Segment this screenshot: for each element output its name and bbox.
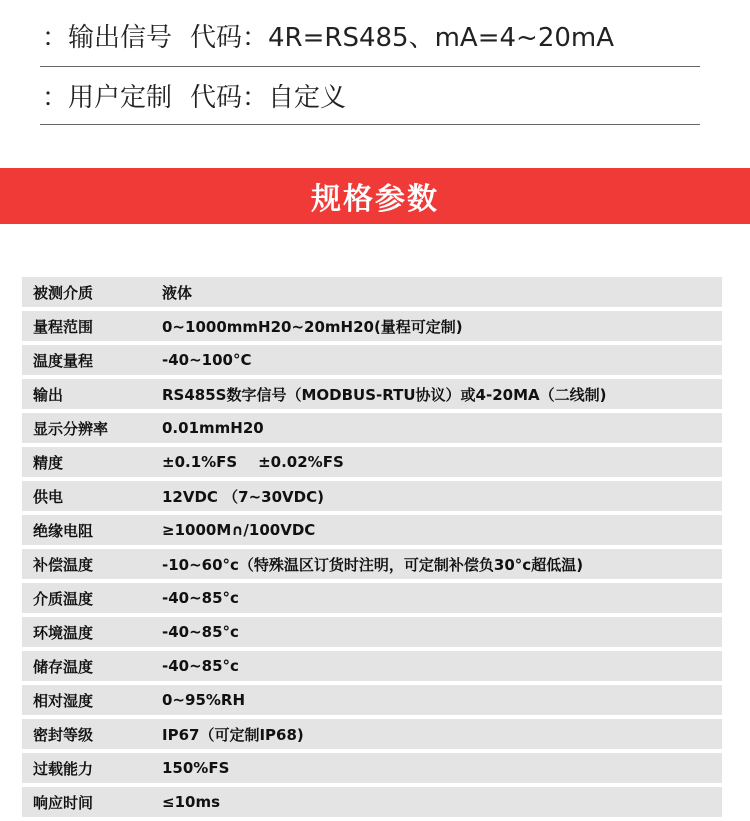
spec-value: -40~100°C xyxy=(162,351,252,369)
spec-key: 量程范围 xyxy=(33,317,94,336)
spec-value: ±0.1%FS ±0.02%FS xyxy=(162,453,344,471)
spec-row xyxy=(22,515,722,545)
spec-row xyxy=(22,753,722,783)
spec-row xyxy=(22,719,722,749)
spec-banner xyxy=(0,168,750,224)
code-line-value: 代码：自定义 xyxy=(190,82,347,113)
spec-row xyxy=(22,277,722,307)
spec-row xyxy=(22,345,722,375)
spec-value: 0~1000mmH20~20mH20(量程可定制) xyxy=(162,317,463,336)
spec-row xyxy=(22,787,722,817)
spec-value: 液体 xyxy=(162,283,193,302)
spec-table xyxy=(22,277,722,821)
spec-banner-title: 规格参数 xyxy=(311,182,439,217)
spec-key: 密封等级 xyxy=(33,725,94,744)
spec-row xyxy=(22,617,722,647)
spec-value: 0~95%RH xyxy=(162,691,246,709)
spec-row xyxy=(22,379,722,409)
spec-key: 过载能力 xyxy=(33,759,94,778)
spec-value: -40~85°c xyxy=(162,623,239,641)
spec-value: -10~60°c（特殊温区订货时注明，可定制补偿负30°c超低温) xyxy=(162,555,584,574)
code-line-label: ：输出信号 xyxy=(42,22,173,53)
spec-key: 显示分辨率 xyxy=(33,419,109,438)
spec-row xyxy=(22,651,722,681)
code-line-label: ：用户定制 xyxy=(42,82,173,113)
spec-row xyxy=(22,685,722,715)
spec-row xyxy=(22,447,722,477)
spec-key: 介质温度 xyxy=(33,589,94,608)
spec-value: 150%FS xyxy=(162,759,230,777)
spec-value: ≥1000M∩/100VDC xyxy=(162,521,316,539)
code-line-value: 代码：4R=RS485、mA=4~20mA xyxy=(190,22,615,53)
spec-key: 补偿温度 xyxy=(33,555,94,574)
spec-value: -40~85°c xyxy=(162,589,239,607)
spec-row xyxy=(22,413,722,443)
spec-value: -40~85°c xyxy=(162,657,239,675)
spec-value: IP67（可定制IP68) xyxy=(162,725,304,744)
custom-code-line xyxy=(40,66,700,125)
spec-key: 绝缘电阻 xyxy=(33,521,94,540)
spec-value: 12VDC （7~30VDC) xyxy=(162,487,324,506)
spec-value: ≤10ms xyxy=(162,793,221,811)
spec-row xyxy=(22,481,722,511)
spec-value: RS485S数字信号（MODBUS-RTU协议）或4-20MA（二线制) xyxy=(162,385,607,404)
spec-row xyxy=(22,549,722,579)
spec-value: 0.01mmH20 xyxy=(162,419,264,437)
spec-key: 被测介质 xyxy=(33,283,94,302)
spec-key: 储存温度 xyxy=(33,657,94,676)
spec-row xyxy=(22,311,722,341)
spec-key: 响应时间 xyxy=(33,793,94,812)
output-signal-code-line xyxy=(40,4,700,67)
spec-key: 精度 xyxy=(33,453,64,472)
spec-key: 环境温度 xyxy=(33,623,94,642)
spec-row xyxy=(22,583,722,613)
spec-key: 相对湿度 xyxy=(33,691,94,710)
spec-key: 温度量程 xyxy=(33,351,94,370)
spec-key: 输出 xyxy=(33,385,64,404)
spec-key: 供电 xyxy=(33,487,64,506)
